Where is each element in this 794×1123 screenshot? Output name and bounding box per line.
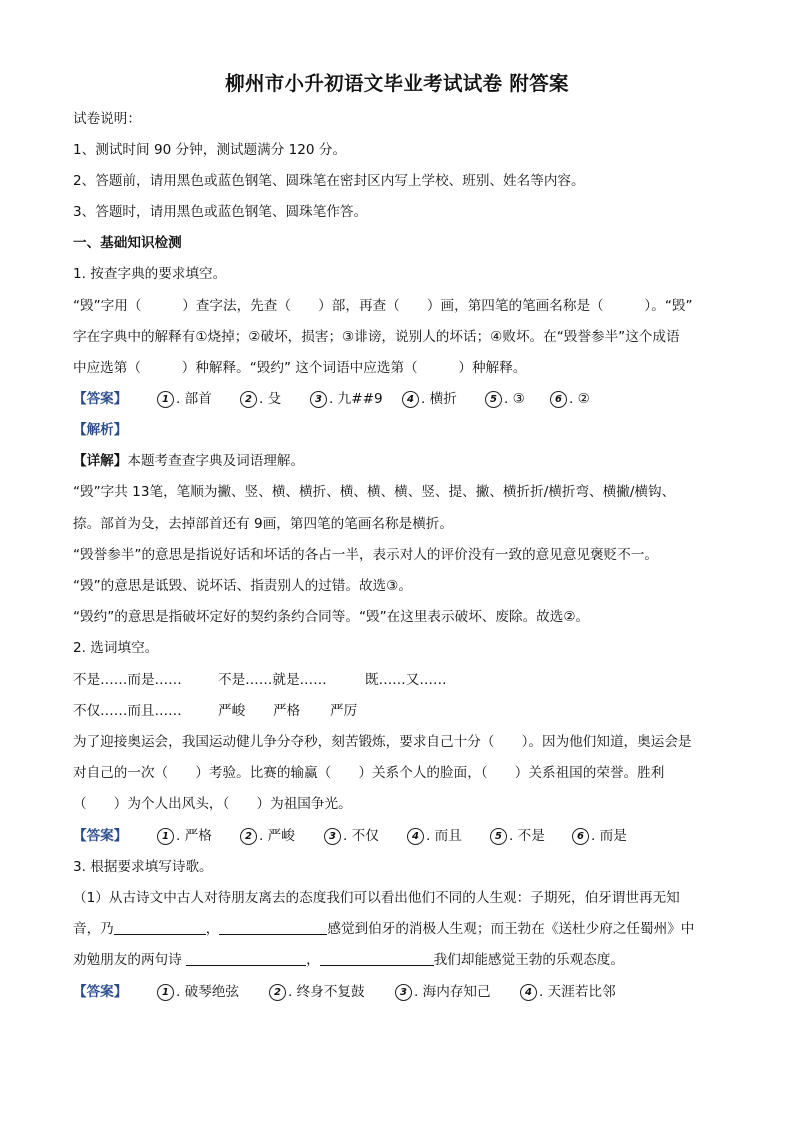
question-text-line: 对自己的一次（ ）考验。比赛的输赢（ ）关系个人的脸面，（ ）关系祖国的荣誉。胜利 xyxy=(73,765,665,781)
answer-item: 4 . 而且 xyxy=(407,826,462,846)
answer-item: 2 . 严峻 xyxy=(240,826,295,846)
analysis-label: 【解析】 xyxy=(73,422,128,438)
explanation-line: “毁”字共 13笔，笔顺为撇、竖、横、横折、横、横、横、竖、提、撇、横折折/横折弯、横撇/横钩、 xyxy=(73,484,676,500)
answer-item: 4 . 横折 xyxy=(402,389,457,409)
section-heading: 一、基础知识检测 xyxy=(73,235,182,251)
answer-label: 【答案】 xyxy=(73,828,128,844)
answer-item: 1 . 部首 xyxy=(157,389,212,409)
question-text-line: （ ）为个人出风头，（ ）为祖国争光。 xyxy=(73,796,352,812)
question-text-line: 音，乃 ， 感觉到伯牙的消极人生观；而王勃在《送杜少府之任蜀州》中 xyxy=(73,921,695,937)
explanation-line: “毁”的意思是诋毁、说坏话、指责别人的过错。故选③。 xyxy=(73,578,412,594)
answer-item: 4 . 天涯若比邻 xyxy=(520,982,616,1002)
instruction-item: 3、答题时，请用黑色或蓝色钢笔、圆珠笔作答。 xyxy=(73,204,368,220)
answer-item: 2 . 殳 xyxy=(240,389,281,409)
word-option: 不是……而是…… xyxy=(73,672,182,688)
question-text-line: 中应选第（ ）种解释。“毁约” 这个词语中应选第（ ）种解释。 xyxy=(73,360,527,376)
word-option: 严峻 xyxy=(218,703,246,719)
question-text-line: 字在字典中的解释有①烧掉；②破坏，损害；③诽谤，说别人的坏话；④败坏。在“毁誉参半”这个成语 xyxy=(73,329,680,345)
explanation-line: 捺。部首为殳，去掉部首还有 9画，第四笔的笔画名称是横折。 xyxy=(73,516,453,532)
detail-label: 【详解】 xyxy=(73,453,128,469)
answer-item: 5 . ③ xyxy=(485,389,525,409)
answer-blank[interactable] xyxy=(320,950,434,966)
word-option: 不是……就是…… xyxy=(218,672,327,688)
answer-label: 【答案】 xyxy=(73,391,128,407)
answer-blank[interactable] xyxy=(114,919,206,935)
question-text-line: “毁”字用（ ）查字法，先查（ ）部，再查（ ）画，第四笔的笔画名称是（ ）。“毁” xyxy=(73,298,693,314)
detail-text: 本题考查查字典及词语理解。 xyxy=(127,453,305,469)
word-option: 既……又…… xyxy=(365,672,447,688)
answer-item: 3 . 九##9 xyxy=(310,389,383,409)
answer-blank[interactable] xyxy=(186,950,306,966)
detail-line xyxy=(73,451,304,471)
question-text-line: 为了迎接奥运会，我国运动健儿争分夺秒，刻苦锻炼，要求自己十分（ ）。因为他们知道，奥运会是 xyxy=(73,734,692,750)
answer-label: 【答案】 xyxy=(73,984,128,1000)
question-prompt: 3. 根据要求填写诗歌。 xyxy=(73,859,213,875)
explanation-line: “毁誉参半”的意思是指说好话和坏话的各占一半，表示对人的评价没有一致的意见意见褒贬不一。 xyxy=(73,547,659,563)
explanation-line: “毁约”的意思是指破坏定好的契约条约合同等。“毁”在这里表示破坏、废除。故选②。 xyxy=(73,609,590,625)
answer-item: 3 . 海内存知己 xyxy=(395,982,491,1002)
instructions-header: 试卷说明： xyxy=(73,111,141,127)
answer-item: 2 . 终身不复鼓 xyxy=(269,982,365,1002)
question-text-line: （1）从古诗文中古人对待朋友离去的态度我们可以看出他们不同的人生观：子期死，伯牙谓世再无知 xyxy=(73,890,680,906)
answer-item: 6 . ② xyxy=(550,389,590,409)
answer-item: 1 . 破琴绝弦 xyxy=(157,982,239,1002)
question-prompt: 2. 选词填空。 xyxy=(73,640,159,656)
answer-item: 1 . 严格 xyxy=(157,826,212,846)
page-title: 柳州市小升初语文毕业考试试卷 附答案 xyxy=(225,72,569,95)
answer-item: 3 . 不仅 xyxy=(324,826,379,846)
instruction-item: 1、测试时间 90 分钟，测试题满分 120 分。 xyxy=(73,142,347,158)
answer-item: 5 . 不是 xyxy=(490,826,545,846)
word-option: 不仅……而且…… xyxy=(73,703,182,719)
instruction-item: 2、答题前，请用黑色或蓝色钢笔、圆珠笔在密封区内写上学校、班别、姓名等内容。 xyxy=(73,173,585,189)
question-text-line: 劝勉朋友的两句诗 ， 我们却能感觉王勃的乐观态度。 xyxy=(73,952,624,968)
word-option: 严格 xyxy=(273,703,301,719)
word-option: 严厉 xyxy=(330,703,358,719)
answer-blank[interactable] xyxy=(219,919,327,935)
answer-item: 6 . 而是 xyxy=(572,826,627,846)
question-prompt: 1. 按查字典的要求填空。 xyxy=(73,266,227,282)
